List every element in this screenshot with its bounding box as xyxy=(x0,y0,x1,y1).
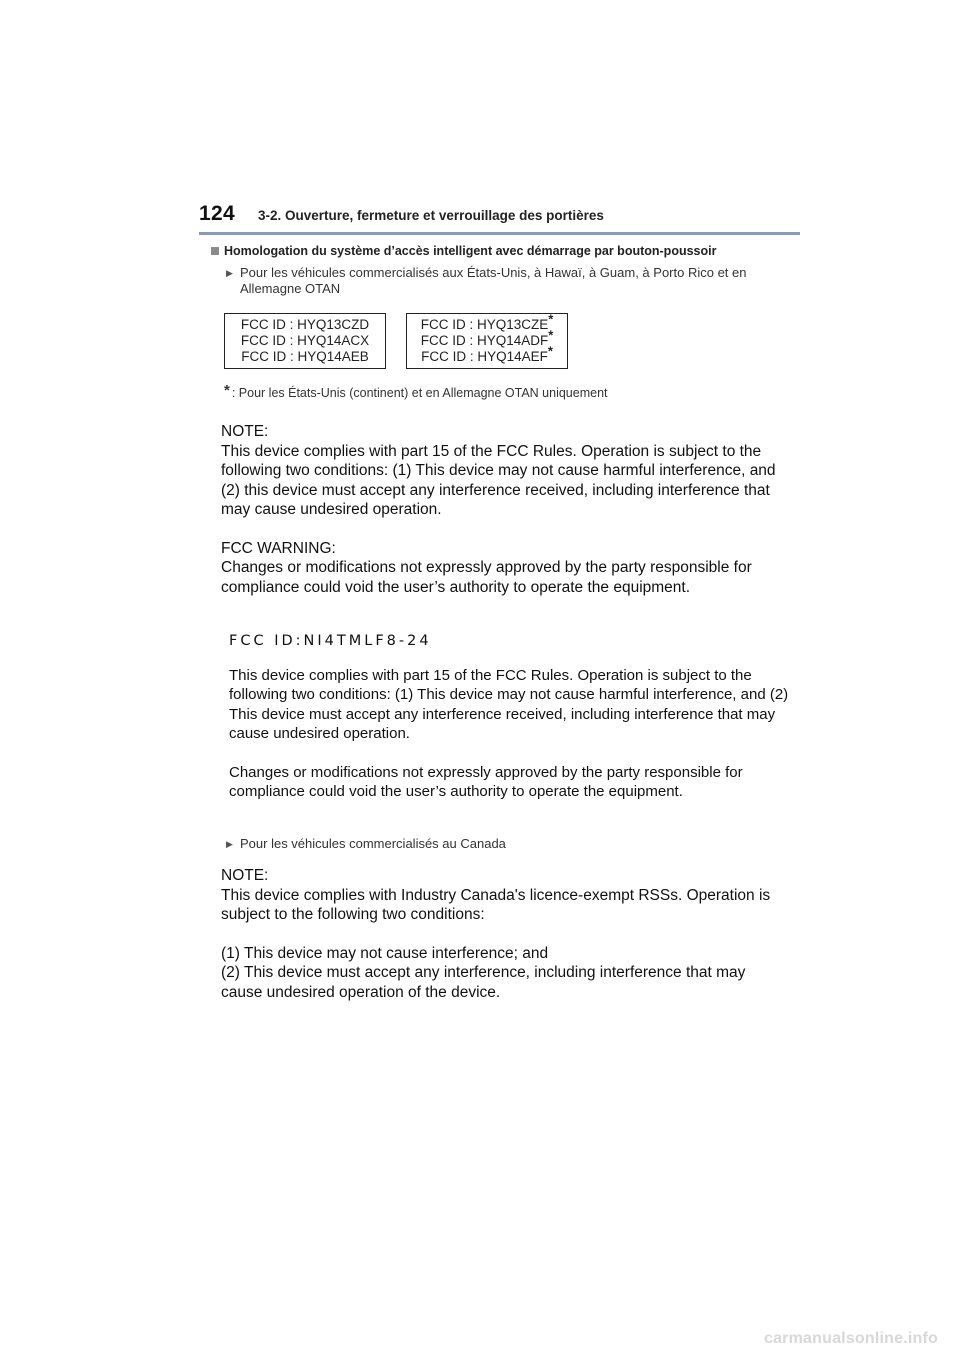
changes-body: Changes or modifications not expressly approved by the party responsible for compliance could void the user’s authority to operate the equipment. xyxy=(229,763,743,800)
fcc-notice-1 xyxy=(221,422,781,597)
fcc-id-line: FCC ID : HYQ14AEB xyxy=(241,349,369,364)
condition-1: (1) This device may not cause interference; and xyxy=(221,944,549,962)
header-divider xyxy=(199,232,800,235)
homologation-heading xyxy=(211,244,716,258)
asterisk-icon: * xyxy=(224,382,230,399)
compliance-body: This device complies with part 15 of the FCC Rules. Operation is subject to the following two conditions: (1) This device may not cause harmful interference, and (2) This device must accept any interference received, including interference that may cause undesired operation. xyxy=(229,666,789,742)
note-body: This device complies with Industry Canada's licence-exempt RSSs. Operation is subject to the following two conditions: xyxy=(221,886,771,923)
note-body: This device complies with part 15 of the FCC Rules. Operation is subject to the following two conditions: (1) This device may not cause harmful interference, and (2) this device must accept any interference received, including interference that may cause undesired operation. xyxy=(221,442,776,518)
heading-text: Homologation du système d’accès intelligent avec démarrage par bouton-poussoir xyxy=(224,244,717,258)
fcc-id-text: FCC ID : HYQ14AEF xyxy=(421,349,548,364)
triangle-bullet-icon: ▶ xyxy=(226,839,233,849)
square-bullet-icon xyxy=(211,247,219,255)
asterisk-icon: * xyxy=(547,343,553,359)
section-title: 3-2. Ouverture, fermeture et verrouillage des portières xyxy=(258,208,604,223)
footnote xyxy=(224,382,608,400)
fcc-notice-2 xyxy=(229,632,789,802)
fcc-id-text: FCC ID : HYQ13CZE xyxy=(420,317,549,332)
triangle-bullet-icon: ▶ xyxy=(226,268,233,278)
ic-notice xyxy=(221,866,781,1002)
fcc-id-line: FCC ID : HYQ13CZD xyxy=(240,317,370,332)
fcc-id-line-starred xyxy=(413,327,561,349)
fcc-id-box-right xyxy=(406,313,568,369)
warning-body: Changes or modifications not expressly approved by the party responsible for compliance could void the user’s authority to operate the equipment. xyxy=(221,559,752,596)
note-label: NOTE: xyxy=(221,867,269,884)
note-label: NOTE: xyxy=(221,423,269,440)
fcc-id-label: FCC ID:NI4TMLF8-24 xyxy=(229,633,432,649)
asterisk-icon: * xyxy=(548,327,554,343)
footnote-text: : Pour les États-Unis (continent) et en Allemagne OTAN uniquement xyxy=(231,386,608,400)
bullet-usa-text: Pour les véhicules commercialisés aux États-Unis, à Hawaï, à Guam, à Porto Rico et en Allemagne OTAN xyxy=(240,265,747,296)
fcc-id-line-starred xyxy=(413,311,561,333)
condition-2: (2) This device must accept any interference, including interference that may cause undesired operation of the device. xyxy=(221,964,746,1001)
bullet-canada-text: Pour les véhicules commercialisés au Canada xyxy=(240,836,506,851)
fcc-id-line: FCC ID : HYQ14ACX xyxy=(240,333,370,348)
fcc-id-line-starred xyxy=(413,343,561,365)
bullet-canada xyxy=(226,836,766,852)
fcc-id-box-left xyxy=(224,313,386,369)
warning-label: FCC WARNING: xyxy=(221,539,336,557)
fcc-id-text: FCC ID : HYQ14ADF xyxy=(420,333,549,348)
page-number: 124 xyxy=(199,202,235,225)
asterisk-icon: * xyxy=(548,311,554,327)
bullet-usa xyxy=(226,265,766,297)
watermark: carmanualsonline.info xyxy=(763,1330,938,1347)
